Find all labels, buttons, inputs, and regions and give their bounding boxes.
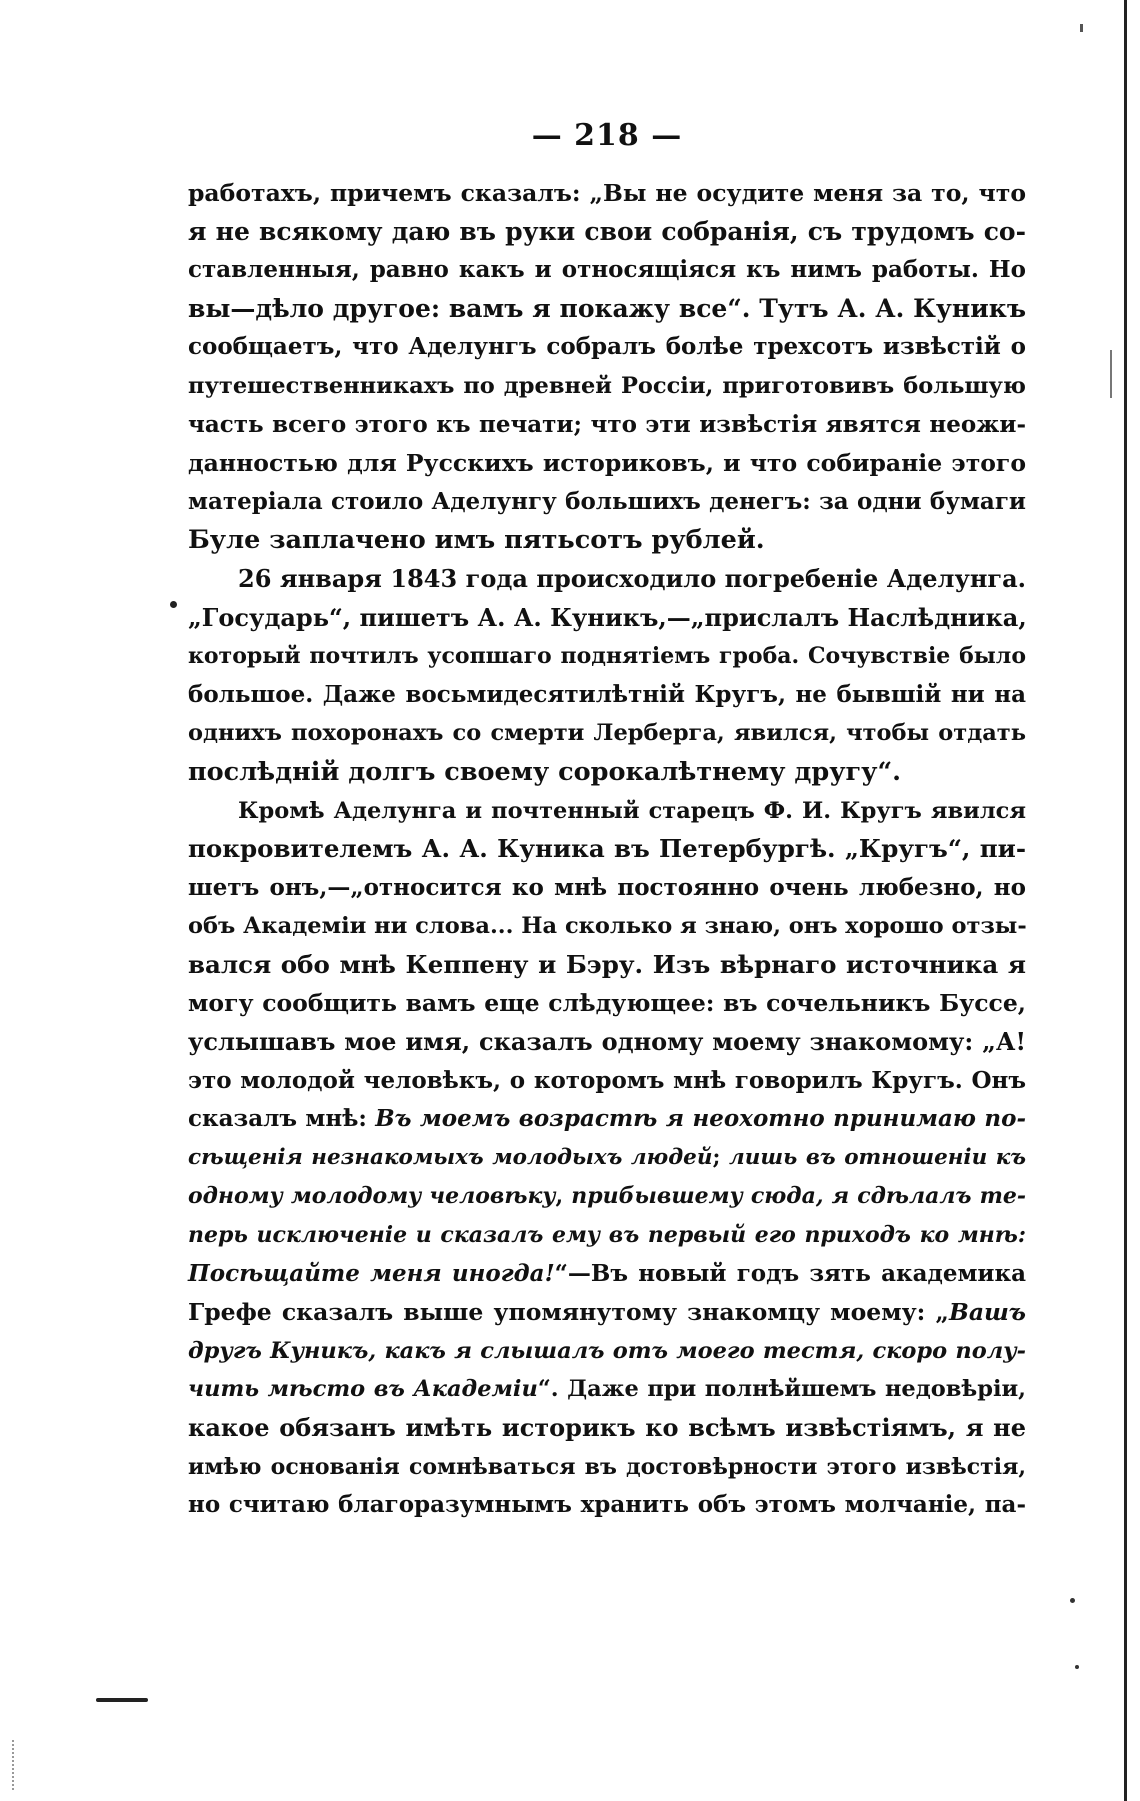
text-line <box>188 1370 1026 1409</box>
text-line: данностью для Русскихъ историковъ, и что собираніе этого <box>188 449 1026 478</box>
italic-run: Въ моемъ возрастѣ я неохотно принимаю по- <box>375 1105 1027 1133</box>
text-line: вы—дѣло другое: вамъ я покажу все“. Тутъ А. А. Куникъ <box>188 293 1026 323</box>
text-line: путешественникахъ по древней Россіи, приготовивъ большую <box>188 372 1026 399</box>
scan-speck <box>1070 1598 1075 1603</box>
scan-mark <box>1080 24 1083 32</box>
italic-run: лишь въ отношеніи къ <box>728 1144 1026 1170</box>
page-number: — 218 — <box>531 118 683 153</box>
italic-run: сѣщенія незнакомыхъ молодыхъ людей <box>188 1144 713 1170</box>
italic-run: одному молодому человѣку <box>188 1183 556 1210</box>
text-line: послѣдній долгъ своему сорокалѣтнему другу“. <box>188 756 902 787</box>
italic-run: Посѣщайте меня иногда! <box>188 1259 555 1287</box>
scan-edge-dots <box>12 1740 16 1790</box>
text-line: часть всего этого къ печати; что эти извѣстія явятся неожи- <box>188 410 1026 438</box>
text-line: матеріала стоило Аделунгу большихъ денегъ: за одни бумаги <box>188 487 1026 515</box>
text-line: большое. Даже восьмидесятилѣтній Кругъ, не бывшій ни на <box>188 680 1026 708</box>
text-run: “. Даже при полнѣйшемъ недовѣріи, <box>537 1376 1027 1403</box>
text-run: , <box>555 1183 572 1210</box>
text-line: ставленныя, равно какъ и относящіяся къ нимъ работы. Но <box>188 256 1026 284</box>
text-run: Грефе сказалъ выше упомянутому знакомцу моему: „ <box>188 1298 949 1327</box>
text-line <box>188 1177 1026 1216</box>
text-run: “—Въ новый годъ зять академика <box>554 1259 1026 1287</box>
text-line <box>188 1139 1026 1178</box>
italic-run: Вашъ <box>948 1298 1026 1327</box>
text-line: услышавъ мое имя, сказалъ одному моему знакомому: „А! <box>188 1027 1026 1057</box>
italic-run: чить мѣсто въ Академіи <box>188 1376 538 1403</box>
text-line: шетъ онъ,—„относится ко мнѣ постоянно очень любезно, но <box>188 873 1026 901</box>
italic-run: прибывшему сюда, я сдѣлалъ те- <box>571 1183 1026 1210</box>
text-line: какое обязанъ имѣть историкъ ко всѣмъ извѣстіямъ, я не <box>188 1413 1026 1442</box>
margin-bullet <box>170 601 177 608</box>
text-line: вался обо мнѣ Кеппену и Бэру. Изъ вѣрнаго источника я <box>188 949 1026 979</box>
text-line: я не всякому даю въ руки свои собранія, съ трудомъ со- <box>188 216 1026 246</box>
page-body <box>188 174 1026 1525</box>
text-line <box>188 1100 1026 1139</box>
text-line: работахъ, причемъ сказалъ: „Вы не осудите меня за то, что <box>188 179 1026 207</box>
text-line: который почтилъ усопшаго поднятіемъ гроба. Сочувствіе было <box>188 643 1026 670</box>
book-page <box>188 116 1026 1525</box>
text-line: это молодой человѣкъ, о которомъ мнѣ говорилъ Кругъ. Онъ <box>188 1066 1026 1094</box>
scan-dash-mark <box>96 1698 148 1702</box>
text-line: сообщаетъ, что Аделунгъ собралъ болѣе трехсотъ извѣстій о <box>188 333 1026 361</box>
text-run: ; <box>712 1144 729 1170</box>
page-edge-rule <box>1124 0 1127 1801</box>
text-line: 26 января 1843 года происходило погребеніе Аделунга. <box>238 563 1026 593</box>
text-line: Буле заплачено имъ пятьсотъ рублей. <box>188 525 765 556</box>
text-run: сказалъ мнѣ: <box>188 1105 376 1133</box>
text-line: однихъ похоронахъ со смерти Лерберга, явился, чтобы отдать <box>188 720 1026 747</box>
text-line: объ Академіи ни слова... На сколько я знаю, онъ хорошо отзы- <box>188 913 1027 940</box>
text-line: но считаю благоразумнымъ хранить объ этомъ молчаніе, па- <box>188 1491 1026 1519</box>
text-line <box>188 1332 1026 1371</box>
scan-mark-side <box>1110 350 1112 398</box>
text-line: имѣю основанія сомнѣваться въ достовѣрности этого извѣстія, <box>188 1453 1026 1480</box>
text-line: покровителемъ А. А. Куника въ Петербургѣ. „Кругъ“, пи- <box>188 834 1026 864</box>
text-line: могу сообщить вамъ еще слѣдующее: въ сочельникъ Буссе, <box>188 989 1026 1018</box>
text-line <box>188 1255 1026 1294</box>
italic-run: перь исключеніе и сказалъ ему въ первый его приходъ ко мнѣ: <box>188 1222 1026 1249</box>
text-line <box>188 1216 1026 1255</box>
scan-speck <box>1075 1665 1079 1669</box>
text-line: Кромѣ Аделунга и почтенный старецъ Ф. И. Кругъ явился <box>238 797 1026 824</box>
italic-run: другъ Куникъ, какъ я слышалъ отъ моего тестя, скоро полу- <box>188 1337 1026 1364</box>
text-line <box>188 1293 1026 1332</box>
text-line: „Государь“, пишетъ А. А. Куникъ,—„прислалъ Наслѣдника, <box>188 602 1027 632</box>
